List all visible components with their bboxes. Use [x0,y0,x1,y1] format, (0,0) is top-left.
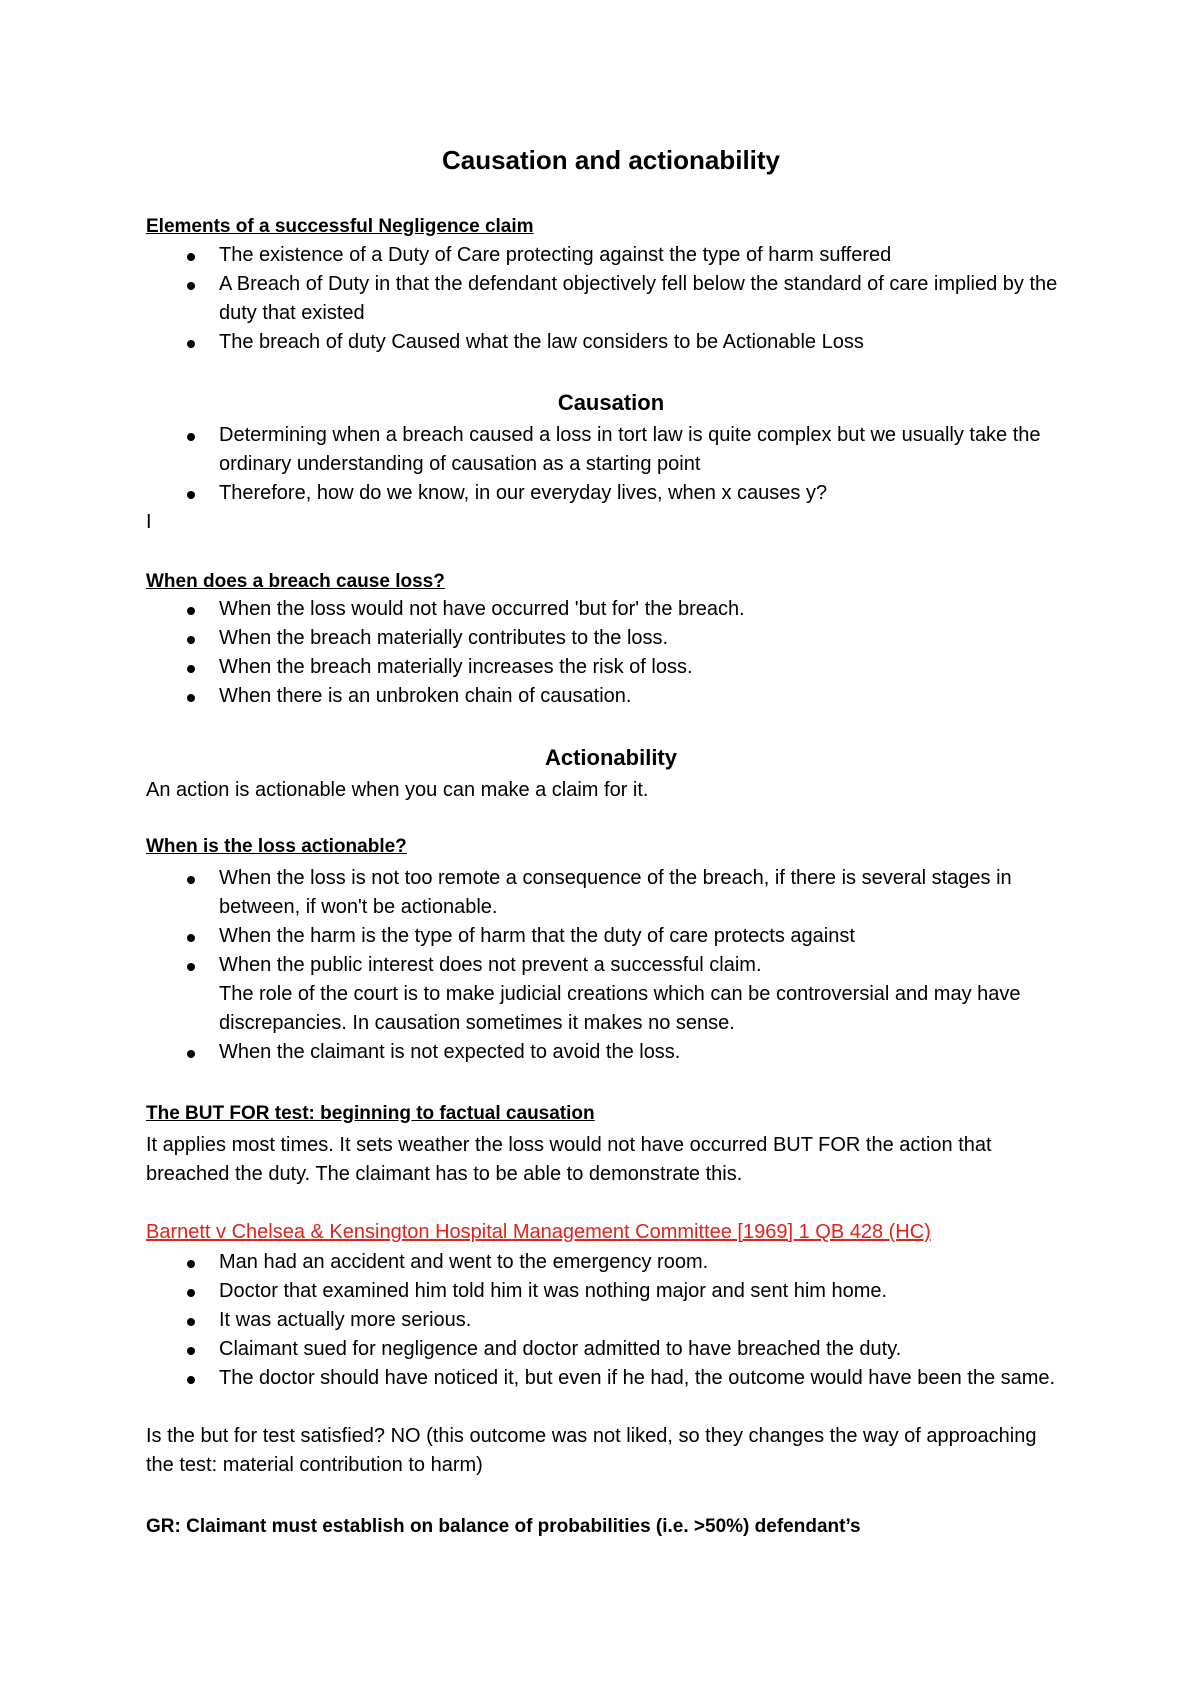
list-item: When the claimant is not expected to avoid the loss. [146,1038,1066,1067]
causation-list [146,421,1066,508]
but-for-heading: The BUT FOR test: beginning to factual causation [146,1103,595,1124]
bullet-icon [187,433,195,441]
bullet-icon [187,607,195,615]
but-for-text: It applies most times. It sets weather the loss would not have occurred BUT FOR the action that breached the duty. The claimant has to be able to demonstrate this. [146,1134,992,1185]
list-item: Therefore, how do we know, in our everyday lives, when x causes y? [146,479,1066,508]
loss-actionable-heading: When is the loss actionable? [146,836,407,857]
bullet-icon [187,694,195,702]
barnett-question: Is the but for test satisfied? NO (this outcome was not liked, so they changes the way of approaching the test: material contribution to harm) [146,1425,1037,1476]
list-item: When the public interest does not prevent a successful claim. [146,951,1066,980]
bullet-icon [187,665,195,673]
list-item: It was actually more serious. [146,1306,1066,1335]
list-item: The breach of duty Caused what the law considers to be Actionable Loss [146,328,1066,357]
list-item: The existence of a Duty of Care protecting against the type of harm suffered [146,241,1066,270]
list-item: The doctor should have noticed it, but even if he had, the outcome would have been the same. [146,1364,1066,1393]
list-item: When the loss is not too remote a consequence of the breach, if there is several stages in between, if won't be actionable. [146,864,1066,922]
stray-character: I [146,511,152,533]
list-item: When there is an unbroken chain of causation. [146,682,1066,711]
bullet-icon [187,491,195,499]
list-item: Man had an accident and went to the emergency room. [146,1248,1066,1277]
bullet-icon [187,1376,195,1384]
barnett-list [146,1248,1066,1393]
general-rule-text: GR: Claimant must establish on balance of probabilities (i.e. >50%) defendant’s [146,1516,861,1537]
bullet-icon [187,253,195,261]
bullet-icon [187,636,195,644]
list-item: Determining when a breach caused a loss in tort law is quite complex but we usually take the ordinary understanding of causation as a starting point [146,421,1066,479]
list-item: When the harm is the type of harm that the duty of care protects against [146,922,1066,951]
bullet-icon [187,282,195,290]
list-item: When the loss would not have occurred 'but for' the breach. [146,595,1066,624]
causation-heading: Causation [557,390,665,415]
case-link-barnett[interactable]: Barnett v Chelsea & Kensington Hospital Management Committee [1969] 1 QB 428 (HC) [146,1221,931,1243]
list-item: Claimant sued for negligence and doctor admitted to have breached the duty. [146,1335,1066,1364]
list-item: Doctor that examined him told him it was nothing major and sent him home. [146,1277,1066,1306]
bullet-icon [187,1260,195,1268]
list-item-continuation: The role of the court is to make judicial creations which can be controversial and may have discrepancies. In causation sometimes it makes no sense. [219,983,1021,1034]
list-item: A Breach of Duty in that the defendant objectively fell below the standard of care implied by the duty that existed [146,270,1066,328]
list-item: When the breach materially contributes to the loss. [146,624,1066,653]
bullet-icon [187,1318,195,1326]
loss-actionable-list [146,864,1066,1067]
actionability-text: An action is actionable when you can make a claim for it. [146,779,649,801]
actionability-heading: Actionability [544,745,677,770]
elements-heading: Elements of a successful Negligence claim [146,216,534,237]
breach-loss-list [146,595,1066,711]
bullet-icon [187,340,195,348]
bullet-icon [187,1050,195,1058]
bullet-icon [187,1289,195,1297]
breach-loss-heading: When does a breach cause loss? [146,571,445,592]
bullet-icon [187,934,195,942]
bullet-icon [187,876,195,884]
list-item: When the breach materially increases the risk of loss. [146,653,1066,682]
bullet-icon [187,1347,195,1355]
bullet-icon [187,963,195,971]
elements-list [146,241,1066,357]
page-title: Causation and actionability [441,145,781,175]
